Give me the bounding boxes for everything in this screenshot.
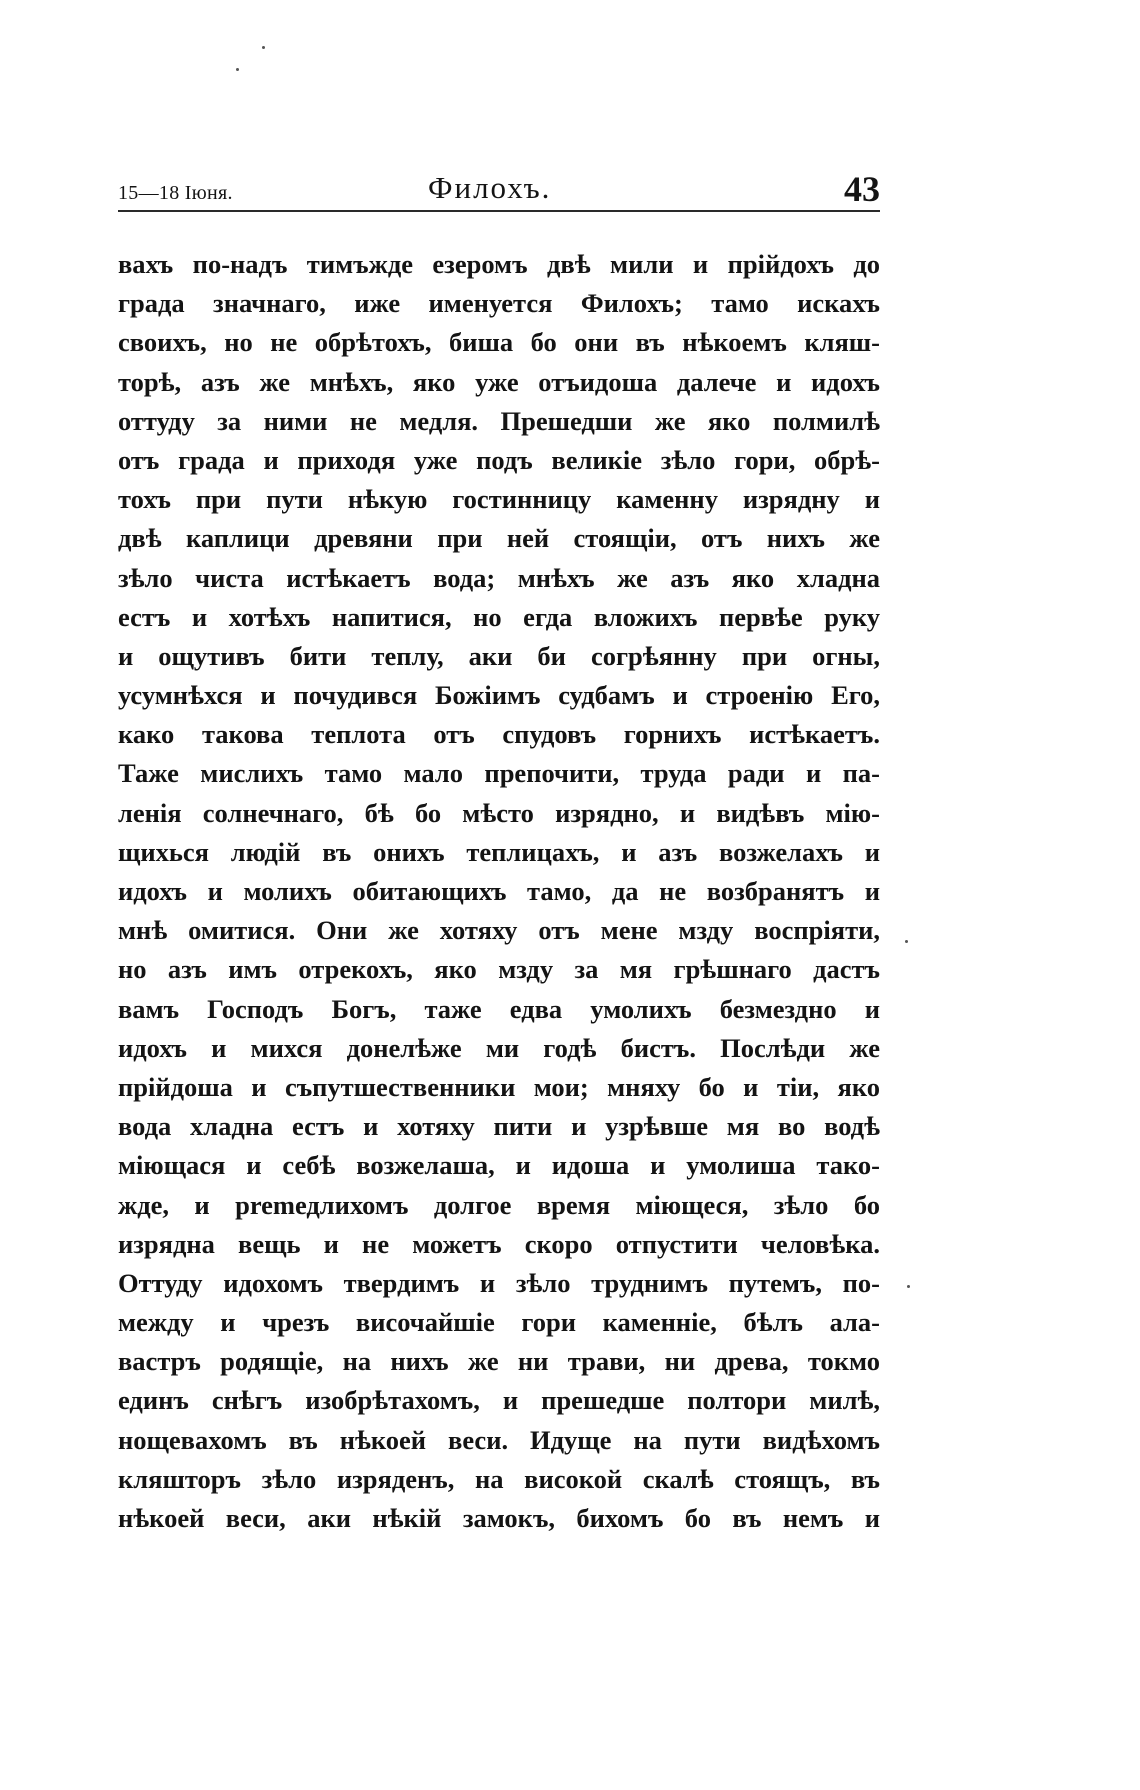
- body-text: [118, 245, 880, 1538]
- text-line: како такова теплота отъ спудовъ горнихъ истѣкаетъ.: [118, 719, 880, 750]
- text-line: міющася и себѣ возжелаша, и идоша и умолиша тако-: [118, 1150, 880, 1181]
- text-line: изрядна вещь и не можетъ скоро отпустити человѣка.: [118, 1228, 880, 1259]
- text-line: нощевахомъ въ нѣкоей веси. Идуще на пути видѣхомъ: [118, 1424, 880, 1455]
- text-line: и ощутивъ бити теплу, аки би согрѣянну при огны,: [118, 640, 880, 671]
- text-line: тохъ при пути нѣкую гостинницу каменну изрядну и: [118, 484, 880, 515]
- text-line: отъ града и приходя уже подъ великіе зѣло гори, обрѣ-: [118, 444, 880, 475]
- text-line: между и чрезъ височайшіе гори каменніе, бѣлъ ала-: [118, 1307, 880, 1338]
- text-line: двѣ каплици древяни при ней стоящіи, отъ нихъ же: [118, 523, 880, 554]
- page-number: 43: [844, 169, 880, 209]
- scan-speck: [907, 1285, 910, 1288]
- text-line: оттуду за ними не медля. Прешедши же яко полмилѣ: [118, 405, 880, 436]
- running-header: [118, 168, 880, 212]
- text-line: Таже мислихъ тамо мало препочити, труда ради и па-: [118, 758, 880, 789]
- running-header-date: 15—18 Іюня.: [118, 182, 233, 204]
- text-line: торѣ, азъ же мнѣхъ, яко уже отъидоша далече и идохъ: [118, 366, 880, 397]
- text-line: Оттуду идохомъ твердимъ и зѣло труднимъ путемъ, по-: [118, 1267, 880, 1298]
- text-line: но азъ имъ отрекохъ, яко мзду за мя грѣшнаго дастъ: [118, 954, 880, 985]
- text-line: идохъ и молихъ обитающихъ тамо, да не возбранятъ и: [118, 876, 880, 906]
- text-line: зѣло чиста истѣкаетъ вода; мнѣхъ же азъ яко хладна: [118, 562, 880, 593]
- text-line: вастръ родящіе, на нихъ же ни трави, ни древа, токмо: [118, 1346, 880, 1377]
- text-line: вода хладна естъ и хотяху пити и узрѣвше мя во водѣ: [118, 1111, 880, 1142]
- text-line: нѣкоей веси, аки нѣкій замокъ, бихомъ бо въ немъ и: [118, 1503, 880, 1533]
- text-line: ленія солнечнаго, бѣ бо мѣсто изрядно, и видѣвъ мію-: [118, 797, 880, 828]
- text-line: кляшторъ зѣло изряденъ, на високой скалѣ стоящъ, въ: [118, 1463, 880, 1494]
- text-line: усумнѣхся и почудився Божіимъ судбамъ и строенію Его,: [118, 680, 880, 711]
- text-line: единъ снѣгъ изобрѣтахомъ, и прешедше полтори милѣ,: [118, 1385, 880, 1416]
- text-line: града значнаго, иже именуется Филохъ; тамо искахъ: [118, 288, 880, 319]
- scan-speck: [262, 46, 265, 49]
- scan-speck: [905, 940, 908, 943]
- text-line: мнѣ омитися. Они же хотяху отъ мене мзду воспріяти,: [118, 915, 880, 946]
- text-line: прійдоша и съпутшественники мои; мняху бо и тіи, яко: [118, 1071, 880, 1102]
- text-line: вахъ по-надъ тимъжде езеромъ двѣ мили и прійдохъ до: [118, 249, 880, 279]
- text-line: жде, и premедлихомъ долгое время міющеся, зѣло бо: [118, 1189, 880, 1220]
- running-header-title: Филохъ.: [428, 170, 552, 205]
- scan-speck: [236, 68, 239, 71]
- text-line: вамъ Господъ Богъ, таже едва умолихъ безмездно и: [118, 993, 880, 1024]
- text-line: своихъ, но не обрѣтохъ, биша бо они въ нѣкоемъ кляш-: [118, 327, 880, 358]
- header-rule: [118, 210, 880, 212]
- text-line: естъ и хотѣхъ напитися, но егда вложихъ первѣе руку: [118, 601, 880, 632]
- text-line: щихься людій въ онихъ теплицахъ, и азъ возжелахъ и: [118, 836, 880, 867]
- text-line: идохъ и михся донелѣже ми годѣ бистъ. Послѣди же: [118, 1032, 880, 1063]
